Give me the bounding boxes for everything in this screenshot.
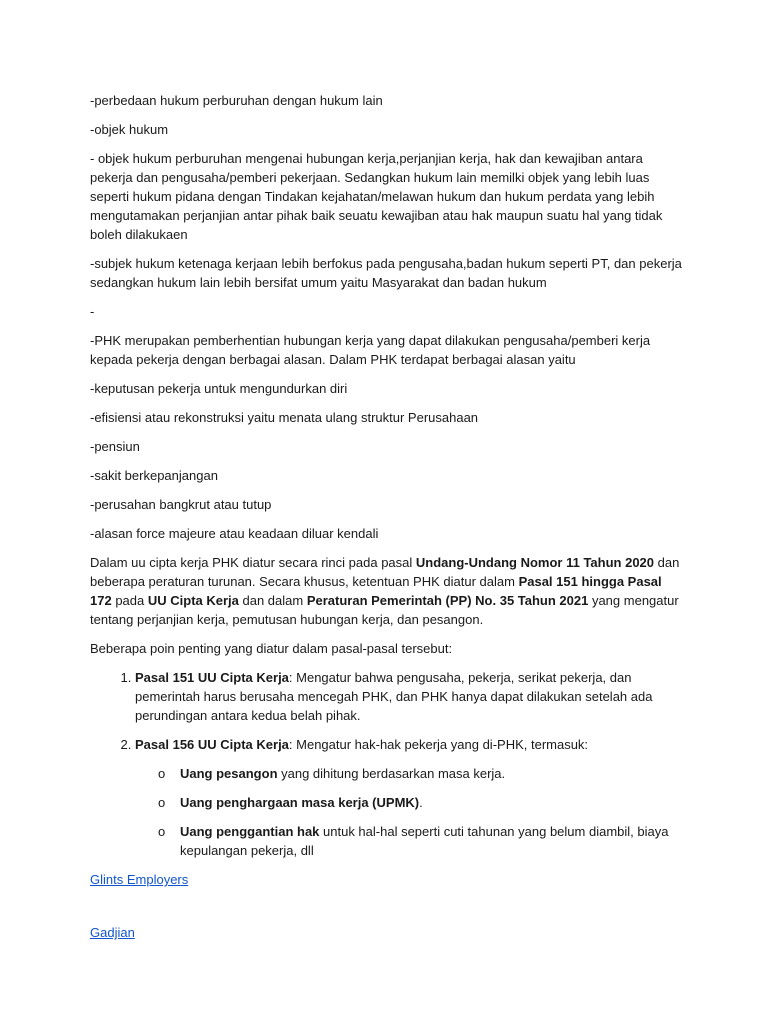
paragraph-reason-bankrupt: -perusahan bangkrut atau tutup bbox=[90, 497, 272, 512]
sub-point-text: untuk hal-hal seperti cuti tahunan yang belum diambil, biaya kepulangan pekerja, dll bbox=[180, 824, 669, 858]
law-text-3: pada bbox=[111, 593, 148, 608]
link-block-glints bbox=[90, 870, 686, 889]
sub-point-title: Uang penggantian hak bbox=[180, 824, 320, 839]
paragraph-heading-difference: -perbedaan hukum perburuhan dengan hukum lain bbox=[90, 93, 383, 108]
law-text-2: dan beberapa peraturan turunan. Secara khusus, ketentuan PHK diatur dalam bbox=[90, 555, 680, 589]
paragraph-subject-description: -subjek hukum ketenaga kerjaan lebih berfokus pada pengusaha,badan hukum seperti PT, dan pekerja sedangkan hukum lain lebih bersifat umum yaitu Masyarakat dan badan hukum bbox=[90, 256, 682, 290]
points-list bbox=[90, 668, 686, 860]
paragraph-reason-retire: -pensiun bbox=[90, 439, 140, 454]
document-body bbox=[90, 91, 686, 952]
law-bold-uu-11-2020: Undang-Undang Nomor 11 Tahun 2020 bbox=[415, 555, 655, 570]
point-item-pasal-156 bbox=[135, 735, 686, 860]
point-title: Pasal 151 UU Cipta Kerja bbox=[135, 670, 289, 685]
link-glints-employers[interactable]: Glints Employers bbox=[90, 872, 189, 887]
point-item-pasal-151 bbox=[135, 668, 686, 725]
link-gadjian[interactable]: Gadjian bbox=[90, 925, 135, 940]
sub-point-penggantian-hak bbox=[135, 822, 686, 860]
point-text: : Mengatur bahwa pengusaha, pekerja, serikat pekerja, dan pemerintah harus berusaha mencegah PHK, dan PHK hanya dapat dilakukan setelah ada perundingan antara kedua belah pihak. bbox=[135, 670, 653, 723]
sub-point-pesangon bbox=[135, 764, 686, 783]
paragraph-dash: - bbox=[90, 304, 95, 319]
paragraph-reason-efficiency: -efisiensi atau rekonstruksi yaitu menata ulang struktur Perusahaan bbox=[90, 410, 479, 425]
law-bold-uu-cipta-kerja: UU Cipta Kerja bbox=[147, 593, 239, 608]
paragraph-object-label: -objek hukum bbox=[90, 122, 169, 137]
law-text-4: dan dalam bbox=[238, 593, 307, 608]
paragraph-reason-resign: -keputusan pekerja untuk mengundurkan diri bbox=[90, 381, 348, 396]
circle-bullet-icon: o bbox=[158, 795, 166, 810]
sub-point-text: yang dihitung berdasarkan masa kerja. bbox=[277, 766, 506, 781]
paragraph-reason-sick: -sakit berkepanjangan bbox=[90, 468, 218, 483]
law-bold-pasal-range: Pasal 151 hingga Pasal 172 bbox=[90, 574, 662, 608]
point-title: Pasal 156 UU Cipta Kerja bbox=[135, 737, 289, 752]
points-intro: Beberapa poin penting yang diatur dalam pasal-pasal tersebut: bbox=[90, 641, 453, 656]
circle-bullet-icon: o bbox=[158, 824, 166, 839]
paragraph-phk-definition: -PHK merupakan pemberhentian hubungan kerja yang dapat dilakukan pengusaha/pemberi kerja kepada pekerja dengan berbagai alasan. Dalam PHK terdapat berbagai alasan yaitu bbox=[90, 333, 651, 367]
point-text: : Mengatur hak-hak pekerja yang di-PHK, termasuk: bbox=[288, 737, 589, 752]
sub-point-text: . bbox=[419, 795, 423, 810]
sub-points-list bbox=[135, 764, 686, 860]
paragraph-reason-force-majeure: -alasan force majeure atau keadaan diluar kendali bbox=[90, 526, 379, 541]
paragraph-object-description: - objek hukum perburuhan mengenai hubungan kerja,perjanjian kerja, hak dan kewajiban antara pekerja dan pengusaha/pemberi pekerjaan. Sedangkan hukum lain memilki objek yang lebih luas seperti hukum pidana dengan Tindakan kejahatan/melawan hukum dan hukum perdata yang lebih mengutamakan perjanjian antar pihak baik seuatu kewajiban atau hak maupun suatu hal yang tidak boleh dilakukaen bbox=[90, 151, 663, 242]
law-text-5: yang mengatur tentang perjanjian kerja, pemutusan hubungan kerja, dan pesangon. bbox=[90, 593, 679, 627]
sub-point-title: Uang pesangon bbox=[180, 766, 278, 781]
paragraph-law-reference bbox=[90, 553, 686, 629]
link-block-gadjian bbox=[90, 923, 686, 942]
sub-point-title: Uang penghargaan masa kerja (UPMK) bbox=[180, 795, 420, 810]
circle-bullet-icon: o bbox=[158, 766, 166, 781]
sub-point-upmk bbox=[135, 793, 686, 812]
law-bold-pp-35-2021: Peraturan Pemerintah (PP) No. 35 Tahun 2021 bbox=[306, 593, 589, 608]
law-text-1: Dalam uu cipta kerja PHK diatur secara rinci pada pasal bbox=[90, 555, 416, 570]
